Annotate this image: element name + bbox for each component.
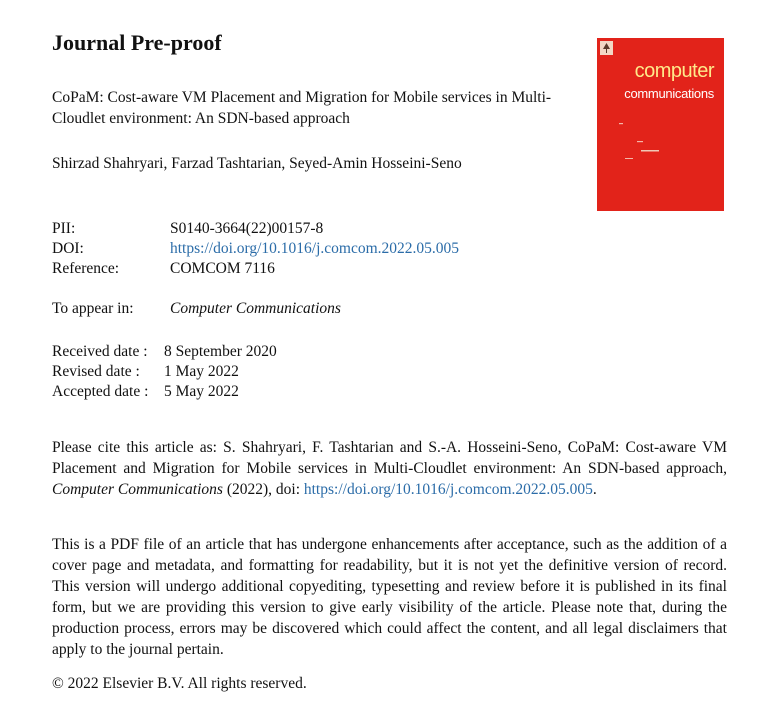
received-label: Received date : <box>52 343 148 360</box>
citation-prefix: Please cite this article as: S. Shahryari, F. Tashtarian and S.-A. Hosseini-Seno, CoPaM: Cost-aware VM Placement and Migration for Mobile services in Multi-Cloudlet environment: An SDN-based approach, <box>52 439 727 477</box>
article-dates <box>52 342 277 402</box>
revised-row <box>52 362 277 382</box>
citation-doi-link[interactable]: https://doi.org/10.1016/j.comcom.2022.05.005 <box>303 481 593 498</box>
pii-label: PII: <box>52 220 76 237</box>
journal-name: Computer Communications <box>170 300 341 317</box>
revised-date: 1 May 2022 <box>164 363 239 380</box>
revised-label: Revised date : <box>52 363 140 380</box>
copyright-notice: © 2022 Elsevier B.V. All rights reserved. <box>52 675 307 692</box>
article-title: CoPaM: Cost-aware VM Placement and Migration for Mobile services in Multi-Cloudlet environment: An SDN-based approach <box>52 89 552 127</box>
accepted-date: 5 May 2022 <box>164 383 239 400</box>
reference-label: Reference: <box>52 260 120 277</box>
received-date: 8 September 2020 <box>164 343 277 360</box>
article-identifiers <box>52 219 459 279</box>
author-list: Shirzad Shahryari, Farzad Tashtarian, Seyed-Amin Hosseini-Seno <box>52 155 462 172</box>
appear-in-row <box>52 300 341 318</box>
citation-journal: Computer Communications <box>52 481 223 498</box>
appear-in-label: To appear in: <box>52 300 134 317</box>
cover-decoration <box>597 38 724 211</box>
pii-value: S0140-3664(22)00157-8 <box>170 220 324 237</box>
pii-row <box>52 219 459 239</box>
preproof-notice: This is a PDF file of an article that has undergone enhancements after acceptance, such as the addition of a cover page and metadata, and formatting for readability, but it is not yet the definitive version of record. This version will undergo additional copyediting, typesetting and review before it is published in its final form, but we are providing this version to give early visibility of the article. Please note that, during the production process, errors may be discovered which could affect the content, and all legal disclaimers that apply to the journal pertain. <box>52 536 727 658</box>
cover-title-computer: computer <box>634 60 714 82</box>
received-row <box>52 342 277 362</box>
doi-row <box>52 239 459 259</box>
reference-row <box>52 259 459 279</box>
citation-paragraph <box>52 437 727 500</box>
reference-value: COMCOM 7116 <box>170 260 275 277</box>
doi-link[interactable]: https://doi.org/10.1016/j.comcom.2022.05.005 <box>170 240 460 257</box>
journal-cover-image <box>597 38 724 211</box>
page-heading: Journal Pre-proof <box>52 30 222 55</box>
cover-title-communications: communications <box>624 86 714 101</box>
doi-label: DOI: <box>52 240 84 257</box>
accepted-row <box>52 382 277 402</box>
citation-suffix: . <box>592 481 597 498</box>
accepted-label: Accepted date : <box>52 383 149 400</box>
citation-middle: (2022), doi: <box>222 481 304 498</box>
